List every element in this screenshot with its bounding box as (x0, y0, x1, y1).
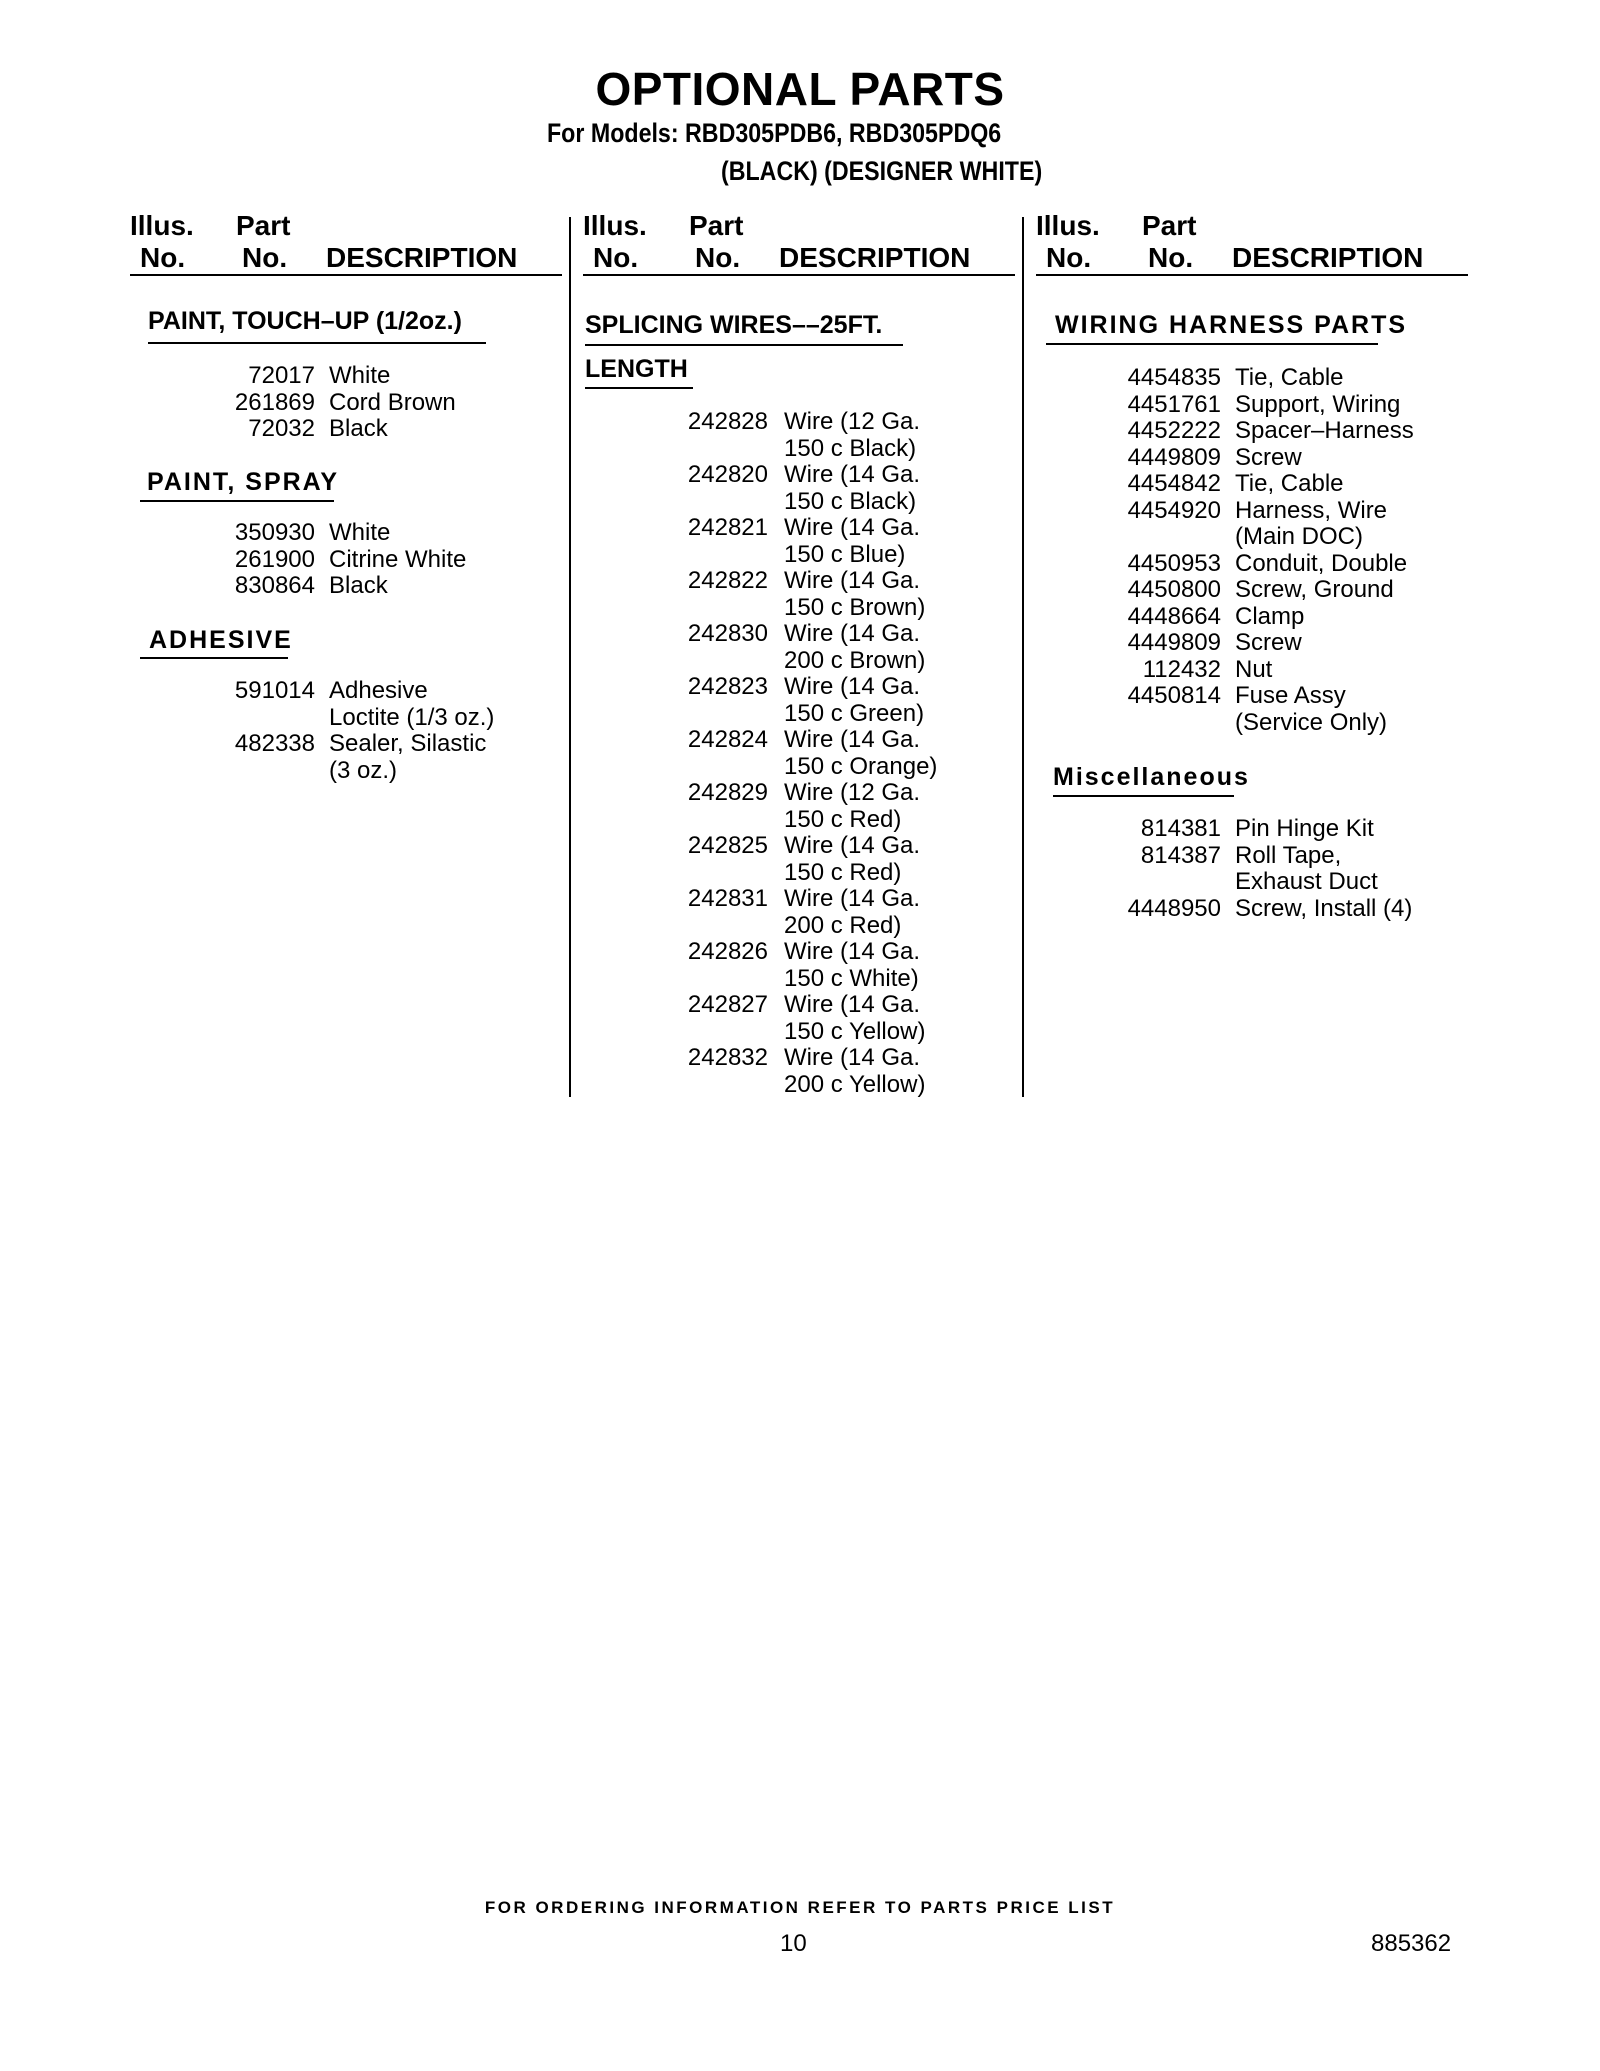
colors-subtitle: (BLACK) (DESIGNER WHITE) (721, 156, 1043, 186)
part-number: 242821 (687, 514, 768, 541)
page-title: OPTIONAL PARTS (595, 63, 1005, 115)
part-number: 242831 (687, 885, 768, 912)
part-number: 72017 (248, 362, 315, 389)
part-description: Black (329, 572, 388, 599)
part-description: Loctite (1/3 oz.) (329, 703, 495, 731)
part-description: Cord Brown (329, 388, 456, 416)
header-description: DESCRIPTION (326, 242, 518, 273)
part-number: 242825 (687, 832, 768, 859)
section-rule (585, 344, 903, 346)
part-description: Exhaust Duct (1235, 868, 1378, 895)
part-description: 200 c Brown) (784, 646, 926, 674)
part-description: Wire (14 Ga. (784, 726, 921, 753)
part-description: Screw, Install (4) (1235, 894, 1413, 922)
column-header-2 (583, 210, 1015, 278)
part-number: 112432 (1142, 655, 1221, 683)
section-rule (140, 657, 288, 659)
column-divider (569, 217, 571, 1097)
part-number: 482338 (234, 730, 315, 757)
header-rule (130, 274, 562, 276)
part-number: 4450953 (1127, 549, 1221, 577)
column-header-3 (1036, 210, 1468, 278)
part-number: 4450800 (1127, 576, 1221, 603)
section-rule (148, 342, 486, 344)
header-rule (583, 274, 1015, 276)
header-no: No. (140, 242, 186, 273)
header-no: No. (695, 242, 741, 273)
section-rule (1046, 343, 1378, 345)
part-description: Clamp (1235, 602, 1305, 630)
page-number: 10 (780, 1930, 807, 1957)
part-description: 200 c Yellow) (784, 1070, 926, 1098)
part-description: 150 c Red) (784, 858, 902, 886)
part-description: Black (329, 415, 388, 442)
part-description: Conduit, Double (1235, 549, 1408, 577)
part-description: Sealer, Silastic (329, 730, 487, 757)
part-description: Tie, Cable (1235, 470, 1344, 497)
part-number: 242824 (687, 726, 768, 753)
models-subtitle: For Models: RBD305PDB6, RBD305PDQ6 (547, 118, 1002, 148)
part-description: Support, Wiring (1235, 390, 1401, 418)
part-description: Wire (14 Ga. (784, 620, 921, 647)
part-number: 4451761 (1127, 390, 1221, 418)
part-description: Roll Tape, (1235, 841, 1342, 869)
section-title-paint-spray: PAINT, SPRAY (147, 468, 340, 496)
part-description: Screw (1235, 443, 1302, 471)
part-description: Adhesive (329, 677, 428, 704)
part-description: Wire (14 Ga. (784, 938, 921, 965)
ordering-footer: FOR ORDERING INFORMATION REFER TO PARTS PRICE LIST (484, 1898, 1116, 1917)
part-number: 4452222 (1127, 417, 1221, 444)
section-title-splicing-wires: SPLICING WIRES––25FT. (585, 311, 883, 339)
part-number: 242827 (687, 991, 768, 1018)
part-description: 150 c Blue) (784, 540, 906, 568)
part-description: Citrine White (329, 545, 467, 573)
part-description: 150 c Red) (784, 805, 902, 833)
section-rule (1053, 795, 1234, 797)
part-description: Screw, Ground (1235, 576, 1394, 603)
section-rule (140, 500, 334, 502)
part-description: Wire (14 Ga. (784, 1044, 921, 1071)
section-rule (585, 387, 693, 389)
section-title-adhesive: ADHESIVE (149, 626, 293, 654)
part-number: 242823 (687, 673, 768, 700)
part-description: (3 oz.) (329, 756, 398, 784)
part-number: 4448664 (1127, 602, 1221, 630)
part-description: Wire (12 Ga. (784, 408, 921, 435)
part-description: 150 c Black) (784, 434, 917, 462)
column-divider (1022, 217, 1024, 1097)
part-number: 242829 (687, 779, 768, 806)
part-description: 150 c Brown) (784, 593, 926, 621)
part-description: Nut (1235, 655, 1273, 683)
part-number: 72032 (248, 415, 315, 442)
part-number: 4449809 (1127, 629, 1221, 656)
part-description: Screw (1235, 629, 1302, 656)
header-part: Part (689, 210, 744, 241)
part-description: Tie, Cable (1235, 364, 1344, 391)
section-title-paint-touchup: PAINT, TOUCH–UP (1/2oz.) (148, 307, 462, 335)
section-title-miscellaneous: Miscellaneous (1053, 763, 1250, 791)
part-number: 4450814 (1127, 682, 1221, 709)
part-description: Spacer–Harness (1235, 417, 1414, 444)
header-illus: Illus. (583, 210, 647, 241)
part-description: Wire (14 Ga. (784, 461, 921, 488)
header-description: DESCRIPTION (1232, 242, 1424, 273)
part-description: (Main DOC) (1235, 523, 1364, 550)
part-number: 4454835 (1127, 364, 1221, 391)
part-number: 4454842 (1127, 470, 1221, 497)
part-number: 261900 (234, 545, 315, 573)
document-number: 885362 (1371, 1930, 1452, 1957)
header-description: DESCRIPTION (779, 242, 971, 273)
section-title-length: LENGTH (585, 355, 688, 383)
header-no: No. (1148, 242, 1194, 273)
part-number: 350930 (234, 519, 315, 546)
part-description: 150 c Yellow) (784, 1017, 926, 1045)
part-number: 261869 (234, 388, 315, 416)
part-number: 4448950 (1127, 894, 1221, 922)
header-illus: Illus. (1036, 210, 1100, 241)
part-number: 242822 (687, 567, 768, 594)
header-part: Part (1142, 210, 1197, 241)
part-description: Wire (14 Ga. (784, 673, 921, 700)
part-number: 830864 (234, 572, 315, 599)
part-description: Pin Hinge Kit (1235, 815, 1374, 842)
part-description: Harness, Wire (1235, 496, 1388, 524)
part-description: Wire (14 Ga. (784, 514, 921, 541)
part-description: White (329, 362, 391, 389)
part-description: 150 c Green) (784, 699, 925, 727)
part-description: Wire (14 Ga. (784, 991, 921, 1018)
header-no: No. (1046, 242, 1092, 273)
part-description: 150 c White) (784, 964, 919, 992)
header-illus: Illus. (130, 210, 194, 241)
part-description: Wire (14 Ga. (784, 885, 921, 912)
section-title-wiring-harness: WIRING HARNESS PARTS (1055, 311, 1408, 339)
part-number: 591014 (234, 677, 315, 704)
part-description: 200 c Red) (784, 911, 902, 939)
header-no: No. (593, 242, 639, 273)
header-part: Part (236, 210, 291, 241)
part-description: Wire (14 Ga. (784, 832, 921, 859)
part-number: 242830 (687, 620, 768, 647)
part-number: 242820 (687, 461, 768, 488)
part-number: 814381 (1140, 815, 1221, 842)
part-description: 150 c Black) (784, 487, 917, 515)
part-number: 4449809 (1127, 443, 1221, 471)
part-description: 150 c Orange) (784, 752, 938, 780)
header-no: No. (242, 242, 288, 273)
part-description: White (329, 519, 391, 546)
part-description: Wire (12 Ga. (784, 779, 921, 806)
part-description: (Service Only) (1235, 708, 1388, 736)
part-number: 242828 (687, 408, 768, 435)
column-header-1 (130, 210, 562, 278)
part-number: 814387 (1140, 841, 1221, 869)
part-number: 4454920 (1127, 496, 1221, 524)
part-number: 242826 (687, 938, 768, 965)
header-rule (1036, 274, 1468, 276)
part-number: 242832 (687, 1044, 768, 1071)
part-description: Fuse Assy (1235, 682, 1346, 709)
part-description: Wire (14 Ga. (784, 567, 921, 594)
